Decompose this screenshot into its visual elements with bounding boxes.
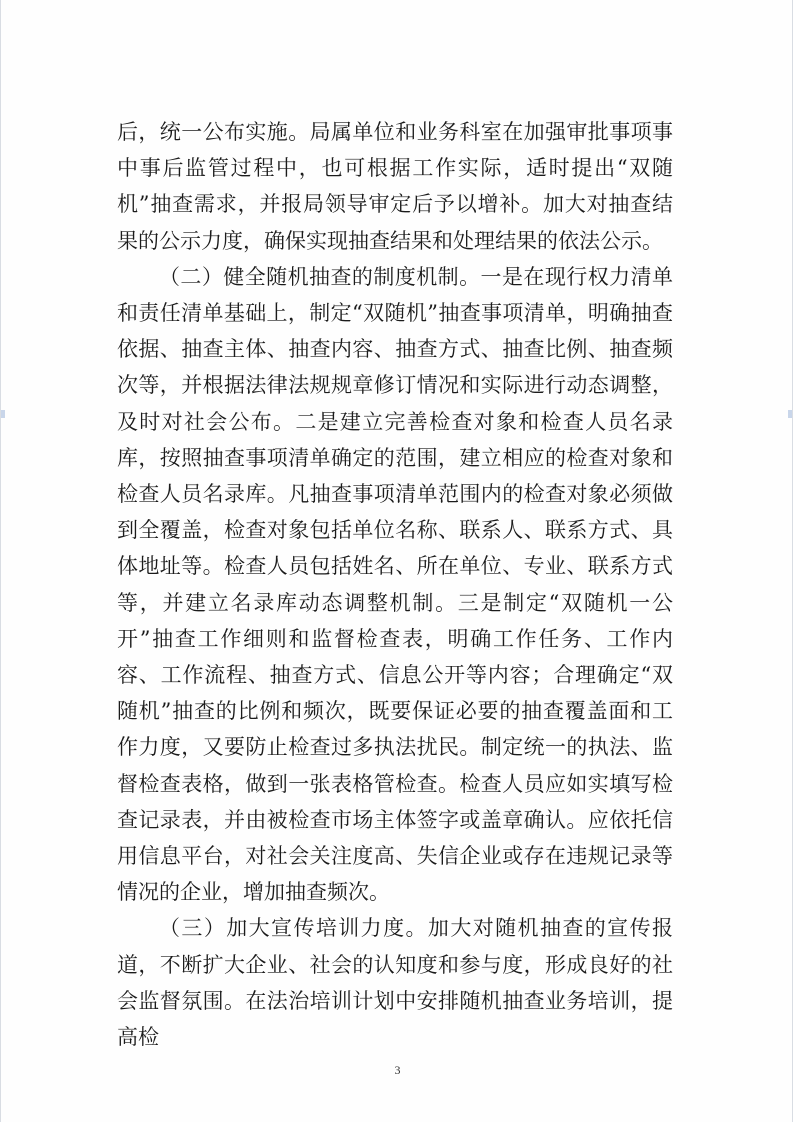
page-number: 3 (394, 1063, 401, 1077)
scan-margin-mark-left (1, 410, 5, 418)
paragraph-section-two: （二）健全随机抽查的制度机制。一是在现行权力清单和责任清单基础上，制定“双随机”抽查事项清单，明确抽查依据、抽查主体、抽查内容、抽查方式、抽查比例、抽查频次等，并根据法律法规规章修订情况和实际进行动态调整，及时对社会公布。二是建立完善检查对象和检查人员名录库，按照抽查事项清单确定的范围，建立相应的检查对象和检查人员名录库。凡抽查事项清单范围内的检查对象必须做到全覆盖，检查对象包括单位名称、联系人、联系方式、具体地址等。检查人员包括姓名、所在单位、专业、联系方式等，并建立名录库动态调整机制。三是制定“双随机一公开”抽查工作细则和监督检查表，明确工作任务、工作内容、工作流程、抽查方式、信息公开等内容；合理确定“双随机”抽查的比例和频次，既要保证必要的抽查覆盖面和工作力度，又要防止检查过多执法扰民。制定统一的执法、监督检查表格，做到一张表格管检查。检查人员应如实填写检查记录表，并由被检查市场主体签字或盖章确认。应依托信用信息平台，对社会关注度高、失信企业或存在违规记录等情况的企业，增加抽查频次。 (117, 264, 673, 905)
paragraph-continuation: 后，统一公布实施。局属单位和业务科室在加强审批事项事中事后监管过程中，也可根据工作实际，适时提出“双随机”抽查需求，并报局领导审定后予以增补。加大对抽查结果的公示力度，确保实现抽查结果和处理结果的依法公示。 (117, 120, 673, 253)
scan-margin-mark-right (788, 410, 792, 418)
document-body (117, 114, 673, 1055)
paragraph-section-three: （三）加大宣传培训力度。加大对随机抽查的宣传报道，不断扩大企业、社会的认知度和参与度，形成良好的社会监督氛围。在法治培训计划中安排随机抽查业务培训，提高检 (117, 916, 673, 1050)
